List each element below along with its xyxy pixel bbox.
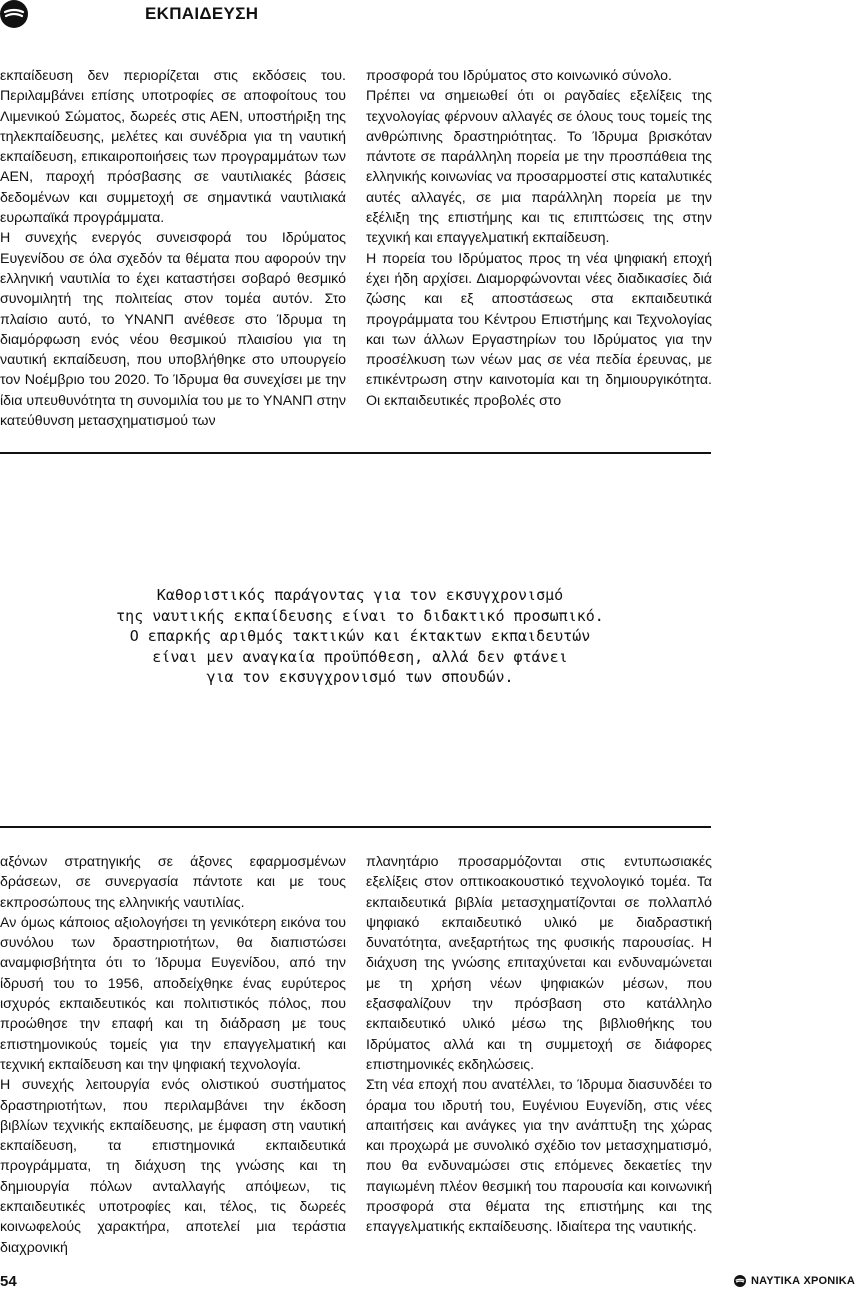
article-top-column-1	[0, 66, 346, 431]
article-top-column-2	[366, 66, 712, 411]
brand-name: ΝΑΥΤΙΚΑ ΧΡΟΝΙΚΑ	[750, 1275, 855, 1287]
paragraph: πλανητάριο προσαρμόζονται στις εντυπωσιακές εξελίξεις στον οπτικοακουστικό τεχνολογικό τομέα. Τα εκπαιδευτικά βιβλία μετασχηματίζονται σε πολλαπλό ψηφιακό εκπαιδευτικό υλικό με διαδραστική δυνατότητα, ανεξαρτήτως της φυσικής παρουσίας. Η διάχυση της γνώσης επιταχύνεται και ενδυναμώνεται με τη χρήση νέων ψηφιακών μέσων, που εξασφαλίζουν την πρόσβαση στο κατάλληλο εκπαιδευτικό υλικό μέσω της βιβλιοθήκης του Ιδρύματος αλλά και τη συμμετοχή σε διάφορες επιστημονικές εκδηλώσεις.	[366, 854, 712, 1073]
article-bottom-column-1	[0, 852, 346, 1258]
paragraph: Στη νέα εποχή που ανατέλλει, το Ίδρυμα διασυνδέει το όραμα του ιδρυτή του, Ευγένιου Ευγενίδη, στις νέες απαιτήσεις και ανάγκες για την ανάπτυξη της χώρας και προχωρά με συνολικό σχέδιο τον μετασχηματισμό, που θα ενδυναμώσει στις επόμενες δεκαετίες την παγιωμένη πλέον θεσμική του παρουσία και κοινωνική προσφορά στα θέματα της επιστήμης και της επαγγελματικής εκπαίδευσης. Ιδιαίτερα της ναυτικής.	[366, 1077, 712, 1236]
pull-quote-line: Καθοριστικός παράγοντας για τον εκσυγχρονισμό	[156, 586, 564, 604]
paragraph: Η συνεχής λειτουργία ενός ολιστικού συστήματος δραστηριοτήτων, που περιλαμβάνει την έκδοση βιβλίων τεχνικής εκπαίδευσης, με έμφαση στη ναυτική εκπαίδευση, τα επιστημονικά εκπαιδευτικά προγράμματα, τη διάχυση της γνώσης και τη δημιουργία πόλων ανταλλαγής απόψεων, τις εκπαιδευτικές υποτροφίες και, τέλος, τις δωρεές κοινωφελούς χαρακτήρα, αποτελεί μια τεράστια διαχρονική	[0, 1077, 346, 1256]
paragraph: Αν όμως κάποιος αξιολογήσει τη γενικότερη εικόνα του συνόλου των δραστηριοτήτων, θα διαπιστώσει αναμφισβήτητα ότι το Ίδρυμα Ευγενίδου, από την ίδρυσή του το 1956, αποδείχθηκε ένας ευρύτερος ισχυρός εκπαιδευτικός και πολιτιστικός πόλος, που προώθησε την επαφή και τη διάδραση με τους επιστημονικούς τομείς για την επαγγελματική και τεχνική εκπαίδευση και την ψηφιακή τεχνολογία.	[0, 914, 346, 1073]
magazine-logo-icon	[0, 0, 28, 28]
pull-quote-line: της ναυτικής εκπαίδευσης είναι το διδακτικό προσωπικό.	[116, 606, 604, 625]
article-bottom-column-2	[366, 852, 712, 1238]
page-number: 54	[0, 1273, 17, 1290]
paragraph: Η συνεχής ενεργός συνεισφορά του Ιδρύματος Ευγενίδου σε όλα σχεδόν τα θέματα που αφορούν την ελληνική ναυτιλία το έχει καταστήσει σοβαρό θεσμικό συνομιλητή της πολιτείας στον τομέα αυτόν. Στο πλαίσιο αυτό, το ΥΝΑΝΠ ανέθεσε στο Ίδρυμα τη διαμόρφωση ενός νέου θεσμικού πλαισίου για τη ναυτική εκπαίδευση, που υποβλήθηκε στο υπουργείο τον Νοέμβριο του 2020. Το Ίδρυμα θα συνεχίσει με την ίδια υπευθυνότητα τη συνομιλία του με το ΥΝΑΝΠ στην κατεύθυνση μετασχηματισμού των	[0, 230, 346, 430]
pull-quote	[40, 585, 680, 688]
pull-quote-line: είναι μεν αναγκαία προϋπόθεση, αλλά δεν φτάνει	[152, 647, 568, 666]
paragraph: Πρέπει να σημειωθεί ότι οι ραγδαίες εξελίξεις της τεχνολογίας φέρνουν αλλαγές σε όλους τους τομείς της ανθρώπινης δραστηριότητας. Το Ίδρυμα βρισκόταν πάντοτε σε παράλληλη πορεία με την προσπάθεια της ελληνικής κοινωνίας να προσαρμοστεί στις καταλυτικές αυτές αλλαγές, σε μια παράλληλη πορεία με την εξέλιξη της επιστήμης και τις επιπτώσεις της στην τεχνική και επαγγελματική εκπαίδευση.	[366, 88, 712, 247]
section-title: ΕΚΠΑΙΔΕΥΣΗ	[145, 4, 259, 23]
paragraph: Η πορεία του Ιδρύματος προς τη νέα ψηφιακή εποχή έχει ήδη αρχίσει. Διαμορφώνονται νέες διαδικασίες διά ζώσης και εξ αποστάσεως στα εκπαιδευτικά προγράμματα του Κέντρου Επιστήμης και Τεχνολογίας και των άλλων Εργαστηρίων του Ιδρύματος για την προσέλκυση των νέων μας σε νέα πεδία έρευνας, με επικέντρωση στην καινοτομία και τη δημιουργικότητα. Οι εκπαιδευτικές προβολές στο	[366, 250, 712, 409]
paragraph: αξόνων στρατηγικής σε άξονες εφαρμοσμένων δράσεων, σε συνεργασία πάντοτε και με τους εκπροσώπους της ελληνικής ναυτιλίας.	[0, 854, 346, 911]
paragraph: εκπαίδευση δεν περιορίζεται στις εκδόσεις του. Περιλαμβάνει επίσης υποτροφίες σε αποφοίτους του Λιμενικού Σώματος, δωρεές στις ΑΕΝ, υποστήριξη της τηλεκπαίδευσης, μελέτες και συνέδρια για τη ναυτική εκπαίδευση, επικαιροποιήσεις των προγραμμάτων των ΑΕΝ, παροχή πρόσβασης σε ναυτιλιακές βάσεις δεδομένων και συμμετοχή σε σημαντικά ναυτιλιακά ευρωπαϊκά προγράμματα.	[0, 68, 346, 227]
pull-quote-line: Ο επαρκής αριθμός τακτικών και έκτακτων εκπαιδευτών	[129, 627, 591, 645]
divider-top	[0, 452, 711, 454]
footer-brand	[734, 1275, 855, 1287]
pull-quote-line: για τον εκσυγχρονισμό των σπουδών.	[206, 668, 514, 686]
divider-bottom	[0, 826, 711, 828]
magazine-logo-icon	[734, 1275, 746, 1287]
paragraph: προσφορά του Ιδρύματος στο κοινωνικό σύνολο.	[366, 68, 672, 84]
